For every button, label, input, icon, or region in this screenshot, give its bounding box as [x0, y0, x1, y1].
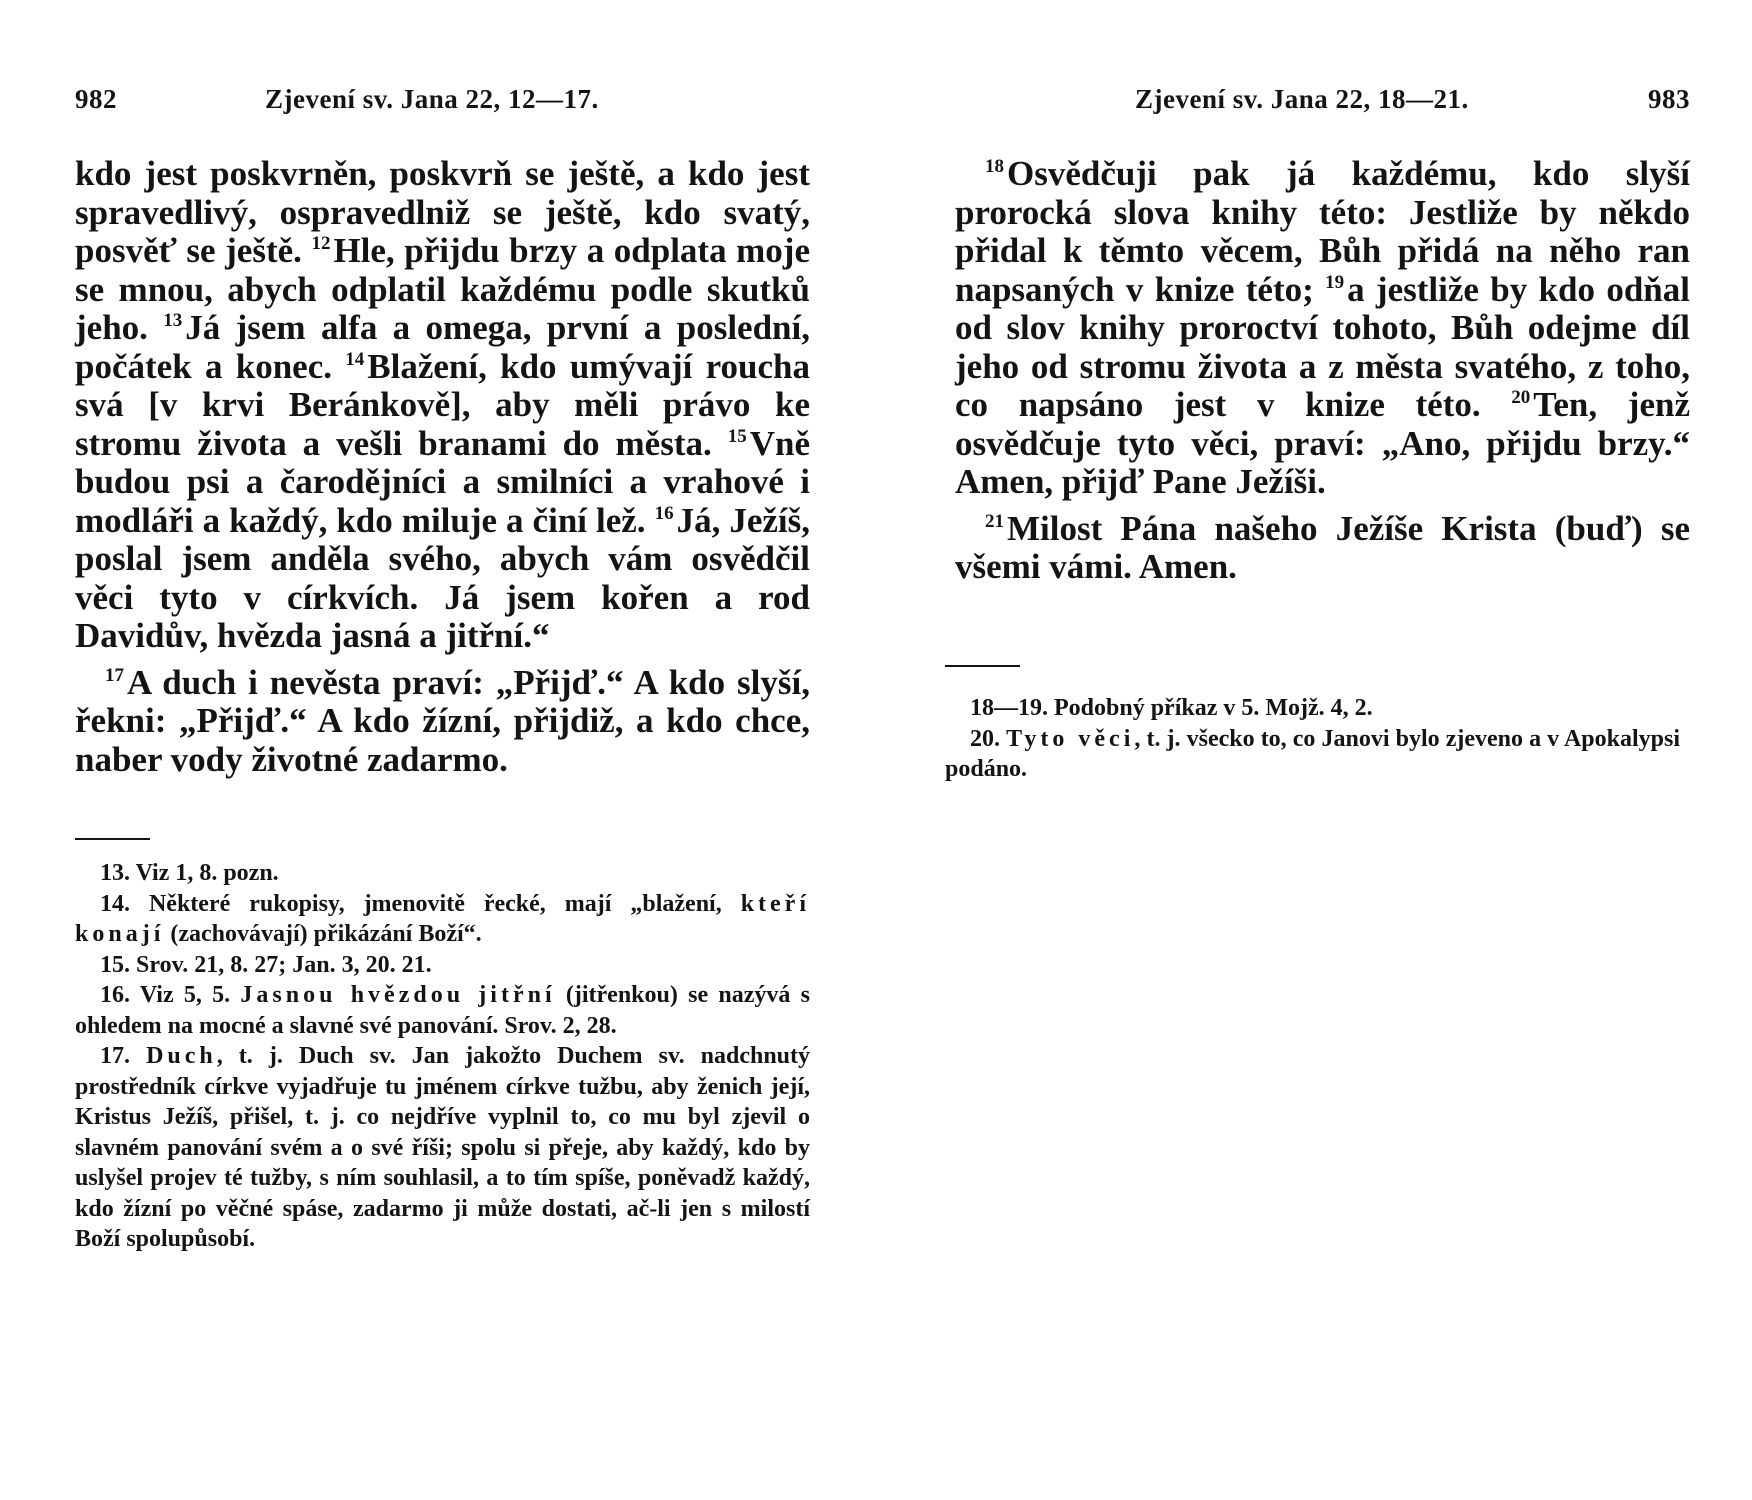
footnote — [75, 858, 810, 889]
verse-text: Ten, jenž osvědčuje tyto věci, praví: „Ano, přijdu brzy.“ Amen, přijď Pane Ježíši. — [955, 385, 1690, 501]
verse-text: a jestliže by kdo odňal od slov knihy proroctví tohoto, Bůh odejme díl jeho od stromu života a z města svatého, z toho, co napsáno jest v knize této. — [955, 269, 1690, 424]
emphasized-term: kteří konají — [75, 890, 810, 947]
footnote — [75, 1041, 810, 1255]
verse-text: Já, Ježíš, poslal jsem anděla svého, abych vám osvědčil věci tyto v církvích. Já jsem kořen a rod Davidův, hvězda jasná a jitřní.“ — [75, 500, 811, 655]
verse-text: Hle, přijdu brzy a odplata moje se mnou, abych odplatil každému podle skutků jeho. — [75, 231, 810, 347]
paragraph — [75, 664, 810, 780]
verse-number: 16 — [654, 502, 674, 524]
text-run: (zachovávají) přikázání Boží“. — [164, 921, 482, 947]
footnote-separator — [75, 838, 150, 840]
footnote — [75, 980, 810, 1041]
main-text — [75, 155, 810, 779]
running-head: Zjevení sv. Jana 22, 12—17. — [265, 84, 599, 114]
text-run: 20. — [970, 725, 1007, 752]
text-run: kdo jest poskvrněn, poskvrň se ještě, a kdo jest spravedlivý, ospravedlniž se ještě, kdo svatý, posvěť se ještě. — [75, 154, 810, 270]
footnote — [75, 889, 810, 950]
page-header — [955, 84, 1690, 124]
verse-number: 18 — [985, 156, 1004, 178]
page-header — [75, 84, 810, 124]
verse-number: 15 — [727, 425, 747, 447]
text-run: (jitřenkou) se nazývá s ohledem na mocné a slavné své panování. Srov. 2, 28. — [75, 982, 810, 1039]
text-run: 14. Některé rukopisy, jmenovitě řecké, mají „blažení, — [100, 890, 741, 917]
verse-number: 14 — [345, 348, 365, 370]
text-run: , t. j. Duch sv. Jan jakožto Duchem sv. nadchnutý prostředník církve vyjadřuje tu jménem církve tužbu, aby ženich její, Kristus Ježíš, přišel, t. j. co nejdříve vyplnil to, co mu byl zjevil o slavném panování svém a o své říši; spolu si přeje, aby každý, kdo by uslyšel projev té tužby, s ním souhlasil, a to tím spíše, poněvadž každý, kdo žízní po věčné spáse, zadarmo ji může dostati, ač-li jen s milostí Boží spolupůsobí. — [75, 1043, 811, 1252]
verse-number: 13 — [163, 310, 183, 332]
paragraph — [955, 510, 1690, 587]
page-number: 982 — [75, 84, 117, 114]
text-run: 17. — [100, 1043, 147, 1069]
verse-number: 19 — [1325, 271, 1345, 293]
text-run: , t. j. všecko to, co Janovi bylo zjeveno a v Apokalypsi podáno. — [945, 725, 1680, 782]
footnote — [75, 950, 810, 981]
verse-text: Vně budou psi a čarodějníci a smilníci a vrahové i modláři a každý, kdo miluje a činí lež. — [75, 423, 810, 540]
paragraph — [955, 155, 1690, 502]
emphasized-term: Jasnou hvězdou jitřní — [240, 982, 556, 1008]
verse-number: 12 — [311, 233, 331, 255]
footnotes — [75, 858, 810, 1255]
paragraph — [75, 155, 810, 656]
text-run: 16. Viz 5, 5. — [100, 982, 241, 1008]
main-text — [955, 155, 1690, 587]
running-head: Zjevení sv. Jana 22, 18—21. — [1135, 84, 1469, 114]
text-run: 18—19. Podobný příkaz v 5. Mojž. 4, 2. — [970, 695, 1373, 721]
text-run: 13. Viz 1, 8. pozn. — [100, 860, 279, 886]
footnote — [945, 693, 1680, 724]
verse-number: 20 — [1511, 387, 1531, 409]
verse-text: Blažení, kdo umývají roucha svá [v krvi Beránkově], aby měli právo ke stromu života a vešli branami do města. — [75, 346, 810, 463]
verse-text: Já jsem alfa a omega, první a poslední, počátek a konec. — [75, 308, 810, 386]
verse-text: A duch i nevěsta praví: „Přijď.“ A kdo slyší, řekni: „Přijď.“ A kdo žízní, přijdiž, a kdo chce, naber vody životné zadarmo. — [75, 662, 810, 779]
verse-text: Osvědčuji pak já každému, kdo slyší prorocká slova knihy této: Jestliže by někdo přidal k těmto věcem, Bůh přidá na něho ran napsaných v knize této; — [955, 154, 1690, 309]
emphasized-term: Duch — [146, 1043, 217, 1069]
emphasized-term: Tyto věci — [1006, 725, 1135, 752]
page-number: 983 — [1648, 84, 1690, 114]
verse-number: 17 — [105, 664, 124, 686]
footnote-separator — [945, 665, 1020, 667]
verse-number: 21 — [985, 510, 1004, 532]
text-run: 15. Srov. 21, 8. 27; Jan. 3, 20. 21. — [100, 951, 432, 978]
verse-text: Milost Pána našeho Ježíše Krista (buď) se všemi vámi. Amen. — [955, 508, 1690, 586]
footnotes — [945, 693, 1680, 785]
footnote — [945, 724, 1680, 785]
